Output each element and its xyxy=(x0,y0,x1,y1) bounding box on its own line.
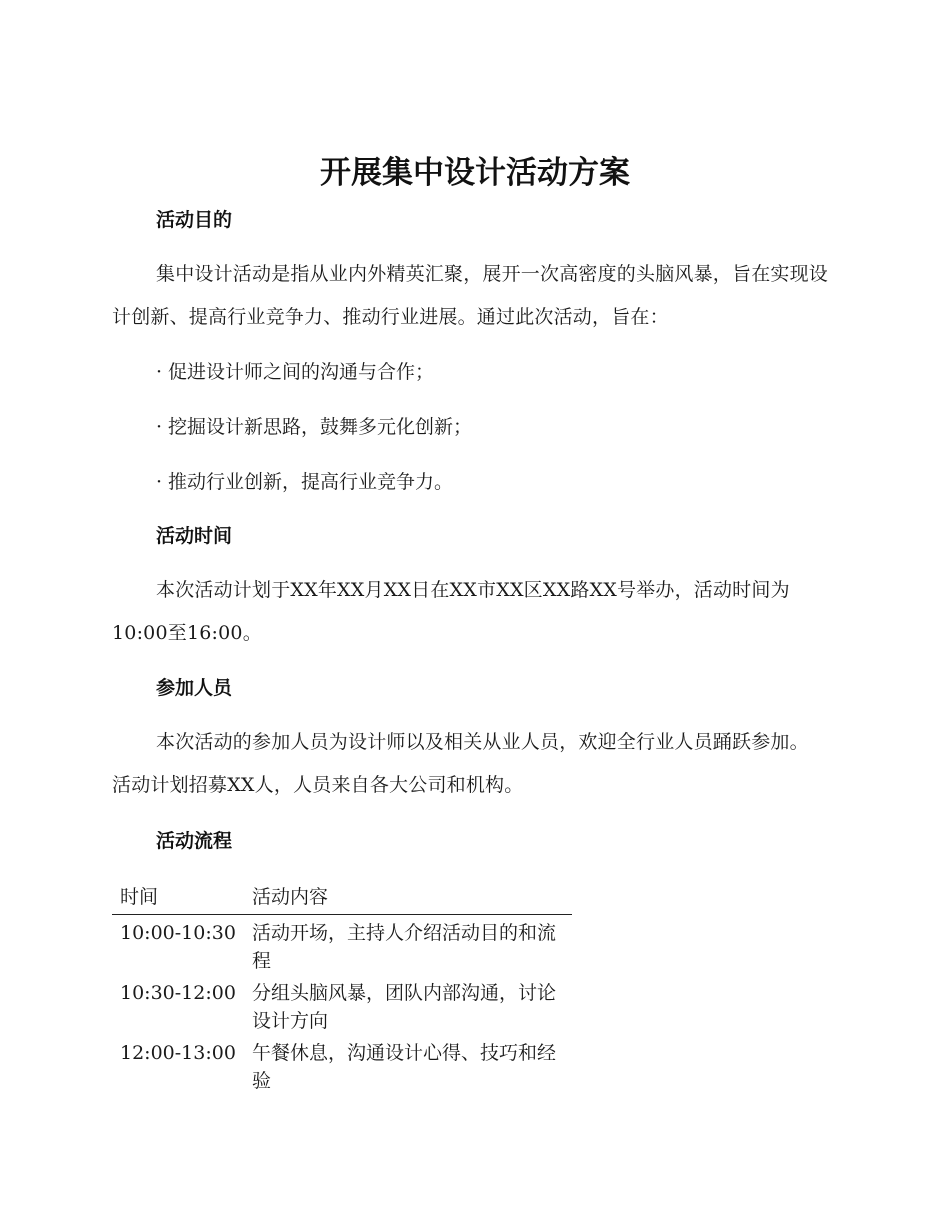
section-heading-time: 活动时间 xyxy=(156,525,233,547)
table-cell-time: 10:00-10:30 xyxy=(120,922,236,944)
bullet-text: 挖掘设计新思路，鼓舞多元化创新； xyxy=(168,416,473,438)
bullet-text: 促进设计师之间的沟通与合作； xyxy=(168,361,435,383)
table-row xyxy=(112,1035,572,1095)
table-cell-content: 午餐休息，沟通设计心得、技巧和经验 xyxy=(251,1042,556,1092)
table-cell-time: 10:30-12:00 xyxy=(120,982,236,1004)
table-row xyxy=(112,915,572,976)
section-heading-purpose: 活动目的 xyxy=(156,209,233,231)
bullet-dot: · xyxy=(156,361,163,383)
table-header-row xyxy=(112,880,572,915)
bullet-dot: · xyxy=(156,471,163,493)
section-paragraph-participants: 本次活动的参加人员为设计师以及相关从业人员，欢迎全行业人员踊跃参加。 活动计划招募XX人，人员来自各大公司和机构。 xyxy=(112,731,809,796)
section-heading-process: 活动流程 xyxy=(156,830,233,852)
section-paragraph-time: 本次活动计划于XX年XX月XX日在XX市XX区XX路XX号举办，活动时间为10:00至16:00。 xyxy=(112,579,790,644)
schedule-table xyxy=(112,880,572,1095)
document-title: 开展集中设计活动方案 xyxy=(320,155,630,191)
bullet-dot: · xyxy=(156,416,163,438)
table-cell-time: 12:00-13:00 xyxy=(120,1042,236,1064)
table-cell-content: 分组头脑风暴，团队内部沟通，讨论设计方向 xyxy=(251,982,556,1032)
table-header-content: 活动内容 xyxy=(244,880,572,915)
bullet-text: 推动行业创新，提高行业竞争力。 xyxy=(168,471,454,493)
table-row xyxy=(112,975,572,1035)
section-heading-participants: 参加人员 xyxy=(156,677,233,699)
table-header-time: 时间 xyxy=(112,880,244,915)
table-cell-content: 活动开场，主持人介绍活动目的和流程 xyxy=(251,922,556,972)
bullet-item xyxy=(156,412,472,442)
section-paragraph-purpose: 集中设计活动是指从业内外精英汇聚，展开一次高密度的头脑风暴，旨在实现设计创新、提高行业竞争力、推动行业进展。通过此次活动，旨在： xyxy=(112,263,829,328)
bullet-item xyxy=(156,357,434,387)
bullet-item xyxy=(156,467,453,497)
